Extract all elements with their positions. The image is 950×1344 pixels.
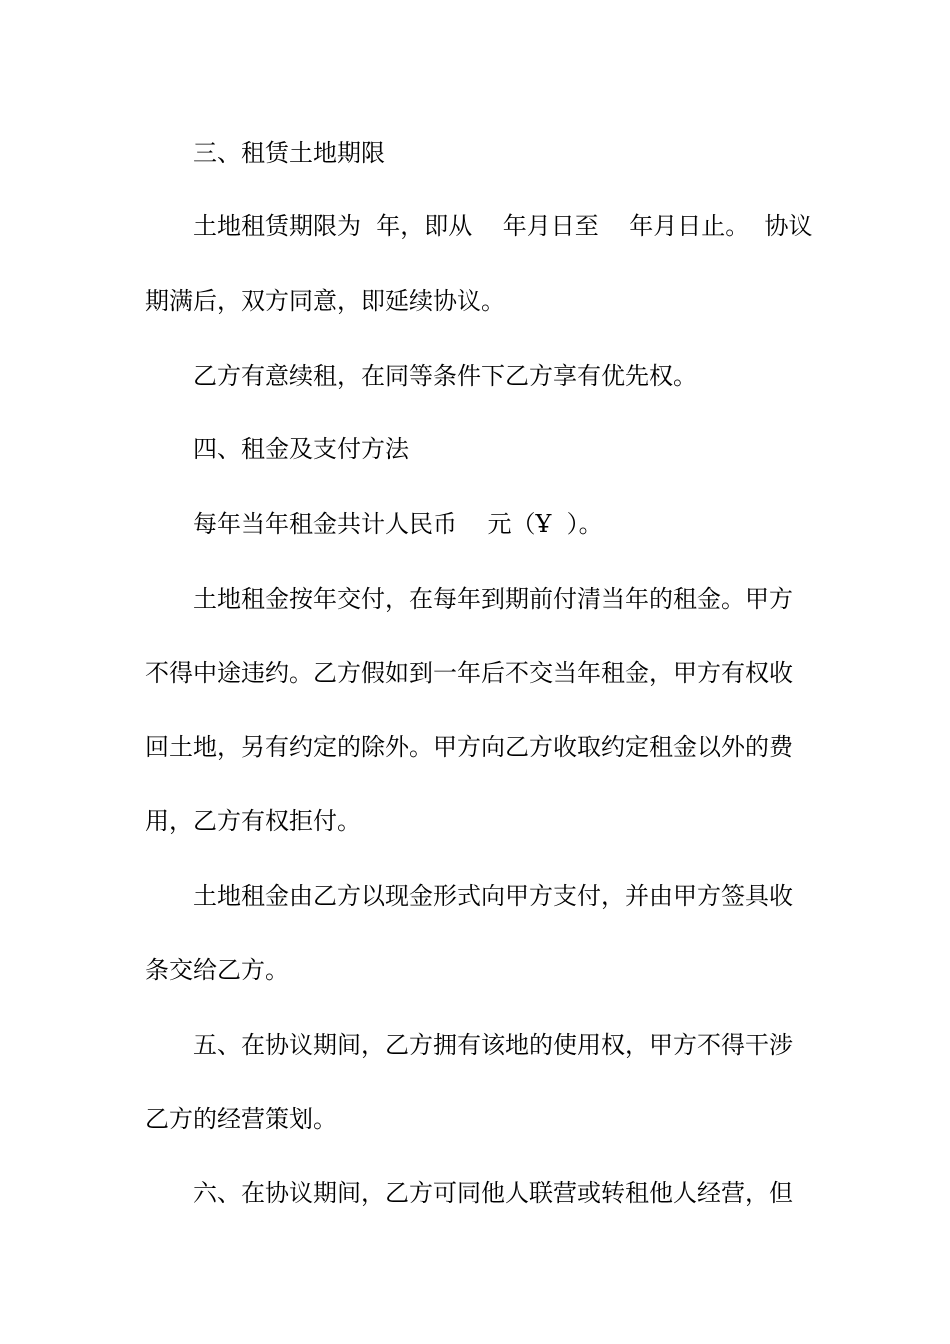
paragraph-line: 条交给乙方。 (145, 956, 289, 984)
paragraph-line: 不得中途违约。乙方假如到一年后不交当年租金，甲方有权收 (145, 659, 793, 687)
paragraph-line: 回土地，另有约定的除外。甲方向乙方收取约定租金以外的费 (145, 733, 793, 761)
paragraph-line: 期满后，双方同意，即延续协议。 (145, 287, 505, 315)
paragraph-line: 乙方有意续租，在同等条件下乙方享有优先权。 (193, 362, 697, 390)
section-heading-lease-term: 三、租赁土地期限 (193, 139, 385, 167)
paragraph-line: 六、在协议期间，乙方可同他人联营或转租他人经营，但 (193, 1179, 793, 1207)
paragraph-line: 乙方的经营策划。 (145, 1105, 337, 1133)
paragraph-line: 每年当年租金共计人民币 元（Ұ ）。 (193, 510, 603, 538)
paragraph-line: 五、在协议期间，乙方拥有该地的使用权，甲方不得干涉 (193, 1031, 793, 1059)
paragraph-line: 土地租赁期限为 年，即从 年月日至 年月日止。 协议 (193, 212, 813, 240)
paragraph-line: 土地租金按年交付，在每年到期前付清当年的租金。甲方 (193, 585, 793, 613)
paragraph-line: 用，乙方有权拒付。 (145, 807, 361, 835)
paragraph-line: 土地租金由乙方以现金形式向甲方支付，并由甲方签具收 (193, 882, 793, 910)
section-heading-rent-payment: 四、租金及支付方法 (193, 435, 409, 463)
